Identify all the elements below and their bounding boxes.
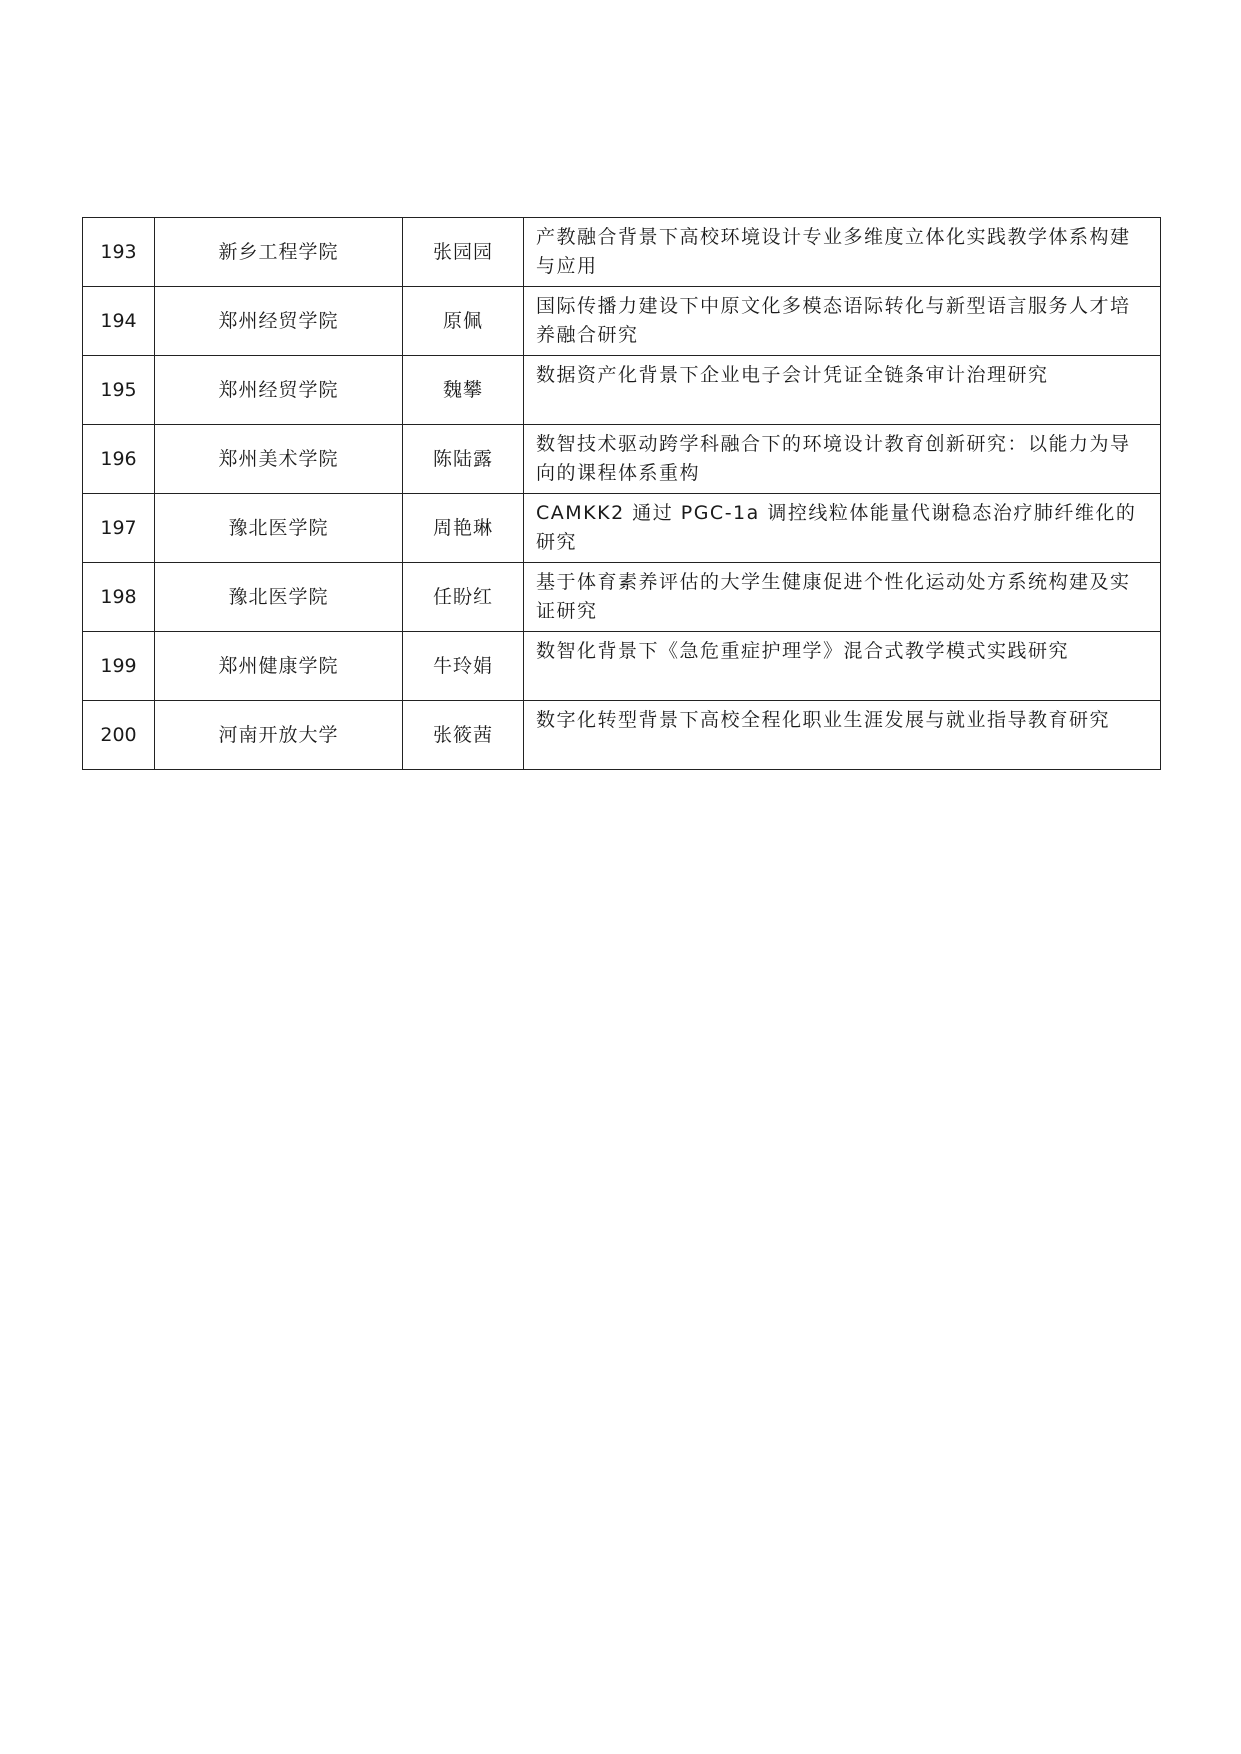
table-row xyxy=(83,218,1161,287)
person-name: 陈陆露 xyxy=(403,425,524,494)
person-name: 任盼红 xyxy=(403,563,524,632)
project-title: CAMKK2 通过 PGC-1a 调控线粒体能量代谢稳态治疗肺纤维化的研究 xyxy=(524,494,1161,563)
row-number: 196 xyxy=(83,425,155,494)
project-title: 产教融合背景下高校环境设计专业多维度立体化实践教学体系构建与应用 xyxy=(524,218,1161,287)
project-title: 基于体育素养评估的大学生健康促进个性化运动处方系统构建及实证研究 xyxy=(524,563,1161,632)
table-row xyxy=(83,701,1161,770)
project-title: 数字化转型背景下高校全程化职业生涯发展与就业指导教育研究 xyxy=(524,701,1161,770)
row-number: 200 xyxy=(83,701,155,770)
table-row xyxy=(83,287,1161,356)
table-row xyxy=(83,632,1161,701)
school-name: 豫北医学院 xyxy=(155,494,403,563)
row-number: 193 xyxy=(83,218,155,287)
school-name: 豫北医学院 xyxy=(155,563,403,632)
project-title: 数智化背景下《急危重症护理学》混合式教学模式实践研究 xyxy=(524,632,1161,701)
school-name: 郑州健康学院 xyxy=(155,632,403,701)
person-name: 魏攀 xyxy=(403,356,524,425)
row-number: 195 xyxy=(83,356,155,425)
person-name: 周艳琳 xyxy=(403,494,524,563)
person-name: 张筱茜 xyxy=(403,701,524,770)
table-row xyxy=(83,425,1161,494)
school-name: 郑州经贸学院 xyxy=(155,287,403,356)
row-number: 194 xyxy=(83,287,155,356)
school-name: 郑州美术学院 xyxy=(155,425,403,494)
person-name: 牛玲娟 xyxy=(403,632,524,701)
project-table xyxy=(82,217,1161,770)
project-title: 数据资产化背景下企业电子会计凭证全链条审计治理研究 xyxy=(524,356,1161,425)
project-title: 国际传播力建设下中原文化多模态语际转化与新型语言服务人才培养融合研究 xyxy=(524,287,1161,356)
school-name: 郑州经贸学院 xyxy=(155,356,403,425)
row-number: 198 xyxy=(83,563,155,632)
table-row xyxy=(83,494,1161,563)
person-name: 张园园 xyxy=(403,218,524,287)
row-number: 199 xyxy=(83,632,155,701)
row-number: 197 xyxy=(83,494,155,563)
project-title: 数智技术驱动跨学科融合下的环境设计教育创新研究：以能力为导向的课程体系重构 xyxy=(524,425,1161,494)
school-name: 河南开放大学 xyxy=(155,701,403,770)
table-row xyxy=(83,563,1161,632)
table-row xyxy=(83,356,1161,425)
person-name: 原佩 xyxy=(403,287,524,356)
school-name: 新乡工程学院 xyxy=(155,218,403,287)
